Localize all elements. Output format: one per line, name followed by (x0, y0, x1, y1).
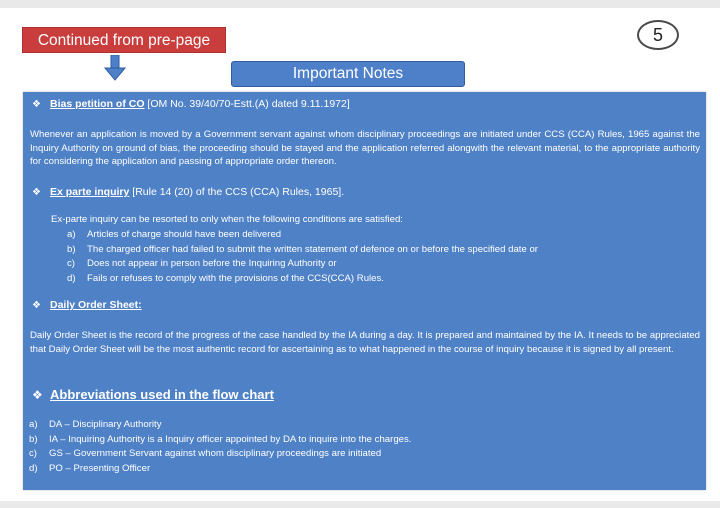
exparte-title: Ex parte inquiry (50, 186, 130, 198)
continued-label: Continued from pre-page (22, 27, 226, 53)
list-item: d) Fails or refuses to comply with the provisions of the CCS(CCA) Rules. (67, 272, 384, 284)
dos-title: Daily Order Sheet: (50, 299, 142, 311)
arrow-down-icon (104, 55, 126, 81)
bias-ref: [OM No. 39/40/70-Estt.(A) dated 9.11.1972] (144, 98, 350, 110)
exparte-intro: Ex-parte inquiry can be resorted to only when the following conditions are satisfied: (51, 214, 403, 225)
abbr-title: Abbreviations used in the flow chart (50, 387, 274, 402)
notes-panel (23, 92, 706, 490)
list-item: c) GS – Government Servant against whom disciplinary proceedings are initiated (29, 448, 382, 459)
dos-heading (32, 299, 142, 311)
page-number-badge: 5 (637, 20, 679, 50)
diamond-bullet-icon: ❖ (32, 187, 41, 198)
list-item: b) IA – Inquiring Authority is a Inquiry officer appointed by DA to inquire into the charges. (29, 433, 412, 445)
abbr-heading (32, 387, 274, 402)
exparte-conditions-list (67, 228, 538, 286)
bias-heading (32, 98, 350, 110)
document-page (0, 8, 720, 501)
diamond-bullet-icon: ❖ (32, 99, 41, 110)
list-item: c) Does not appear in person before the Inquiring Authority or (67, 258, 337, 269)
list-item: a) DA – Disciplinary Authority (29, 419, 162, 430)
list-item: a) Articles of charge should have been delivered (67, 229, 282, 240)
list-item: b) The charged officer had failed to submit the written statement of defence on or before the specified date or (67, 243, 538, 255)
diamond-bullet-icon: ❖ (32, 388, 43, 402)
exparte-ref: [Rule 14 (20) of the CCS (CCA) Rules, 1965]. (129, 186, 345, 198)
diamond-bullet-icon: ❖ (32, 300, 41, 311)
list-item: d) PO – Presenting Officer (29, 462, 151, 474)
important-notes-title: Important Notes (231, 61, 465, 87)
dos-body: Daily Order Sheet is the record of the progress of the case handled by the IA during a day. It is prepared and maintained by the IA. It needs to be appreciated that Daily Order Sheet will be the most authentic record for ascertaining as to what happened in the course of inquiry because it is signed by all present. (30, 330, 700, 355)
abbreviations-list (29, 418, 411, 476)
exparte-heading (32, 186, 344, 198)
bias-body: Whenever an application is moved by a Government servant against whom disciplinary proceedings are initiated under CCS (CCA) Rules, 1965 against the Inquiry Authority on ground of bias, the proceeding should be stayed and the application referred alongwith the relevant material, to the appropriate authority for considering the application and passing of appropriate order thereon. (30, 129, 700, 167)
bias-title: Bias petition of CO (50, 98, 145, 110)
